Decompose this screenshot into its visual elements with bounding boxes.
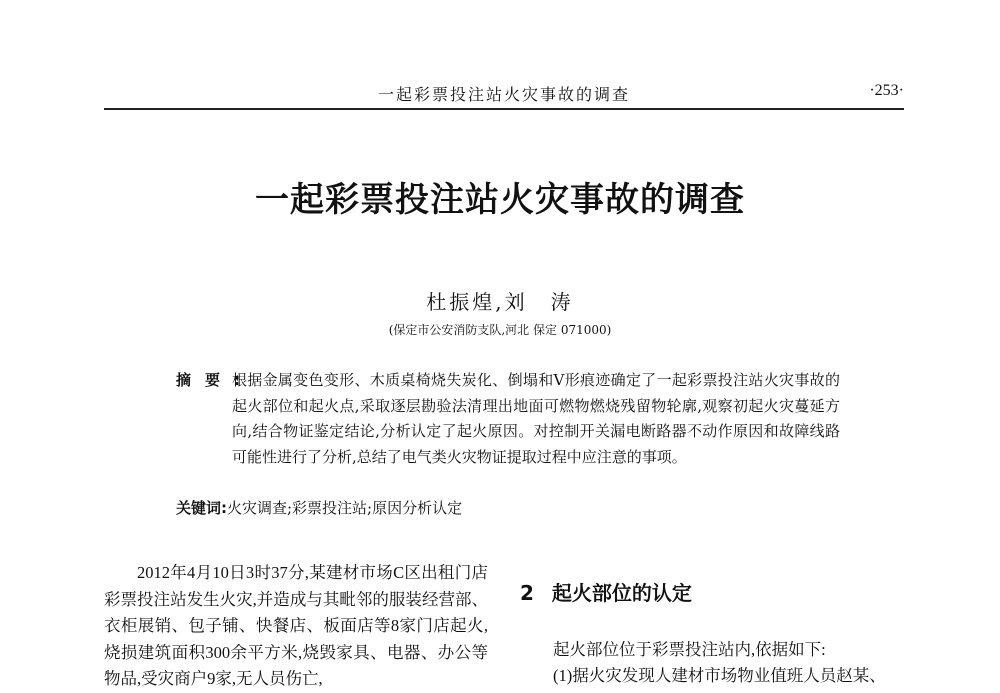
- section-number: 2: [520, 581, 534, 605]
- section-intro: 起火部位位于彩票投注站内,依据如下:: [553, 639, 826, 659]
- running-header: [104, 78, 904, 110]
- abstract-text: 根据金属变色变形、木质桌椅烧失炭化、倒塌和V形痕迹确定了一起彩票投注站火灾事故的起火部位和起火点,采取逐层勘验法清理出地面可燃物燃烧残留物轮廓,观察初起火灾蔓延方向,结合物证鉴定结论,分析认定了起火原因。对控制开关漏电断路器不动作原因和故障线路可能性进行了分析,总结了电气类火灾物证提取过程中应注意的事项。: [232, 371, 840, 466]
- left-column: [104, 560, 488, 693]
- section-heading: [520, 580, 906, 607]
- running-title: 一起彩票投注站火灾事故的调查: [377, 85, 630, 104]
- article-title: 一起彩票投注站火灾事故的调查: [255, 180, 745, 220]
- keywords: [176, 497, 840, 518]
- section-item-1: (1)据火灾发现人建材市场物业值班人员赵某、: [553, 666, 886, 685]
- keywords-label: 关键词:: [176, 499, 227, 517]
- right-column: [520, 580, 906, 690]
- section-title: 起火部位的认定: [551, 581, 692, 605]
- abstract-label: 摘要:: [176, 371, 254, 389]
- keywords-text: 火灾调查;彩票投注站;原因分析认定: [227, 499, 463, 517]
- intro-paragraph: 2012年4月10日3时37分,某建材市场C区出租门店彩票投注站发生火灾,并造成与其毗邻的服装经营部、衣柜展销、包子铺、快餐店、板面店等8家门店起火,烧损建筑面积300余平方米,烧毁家具、电器、办公等物品,受灾商户9家,无人员伤亡,: [104, 563, 488, 688]
- page-number: ·253·: [869, 82, 904, 99]
- abstract: [176, 368, 840, 470]
- affiliation: (保定市公安消防支队,河北 保定 071000): [388, 323, 612, 337]
- authors: 杜振煌,刘 涛: [426, 290, 574, 314]
